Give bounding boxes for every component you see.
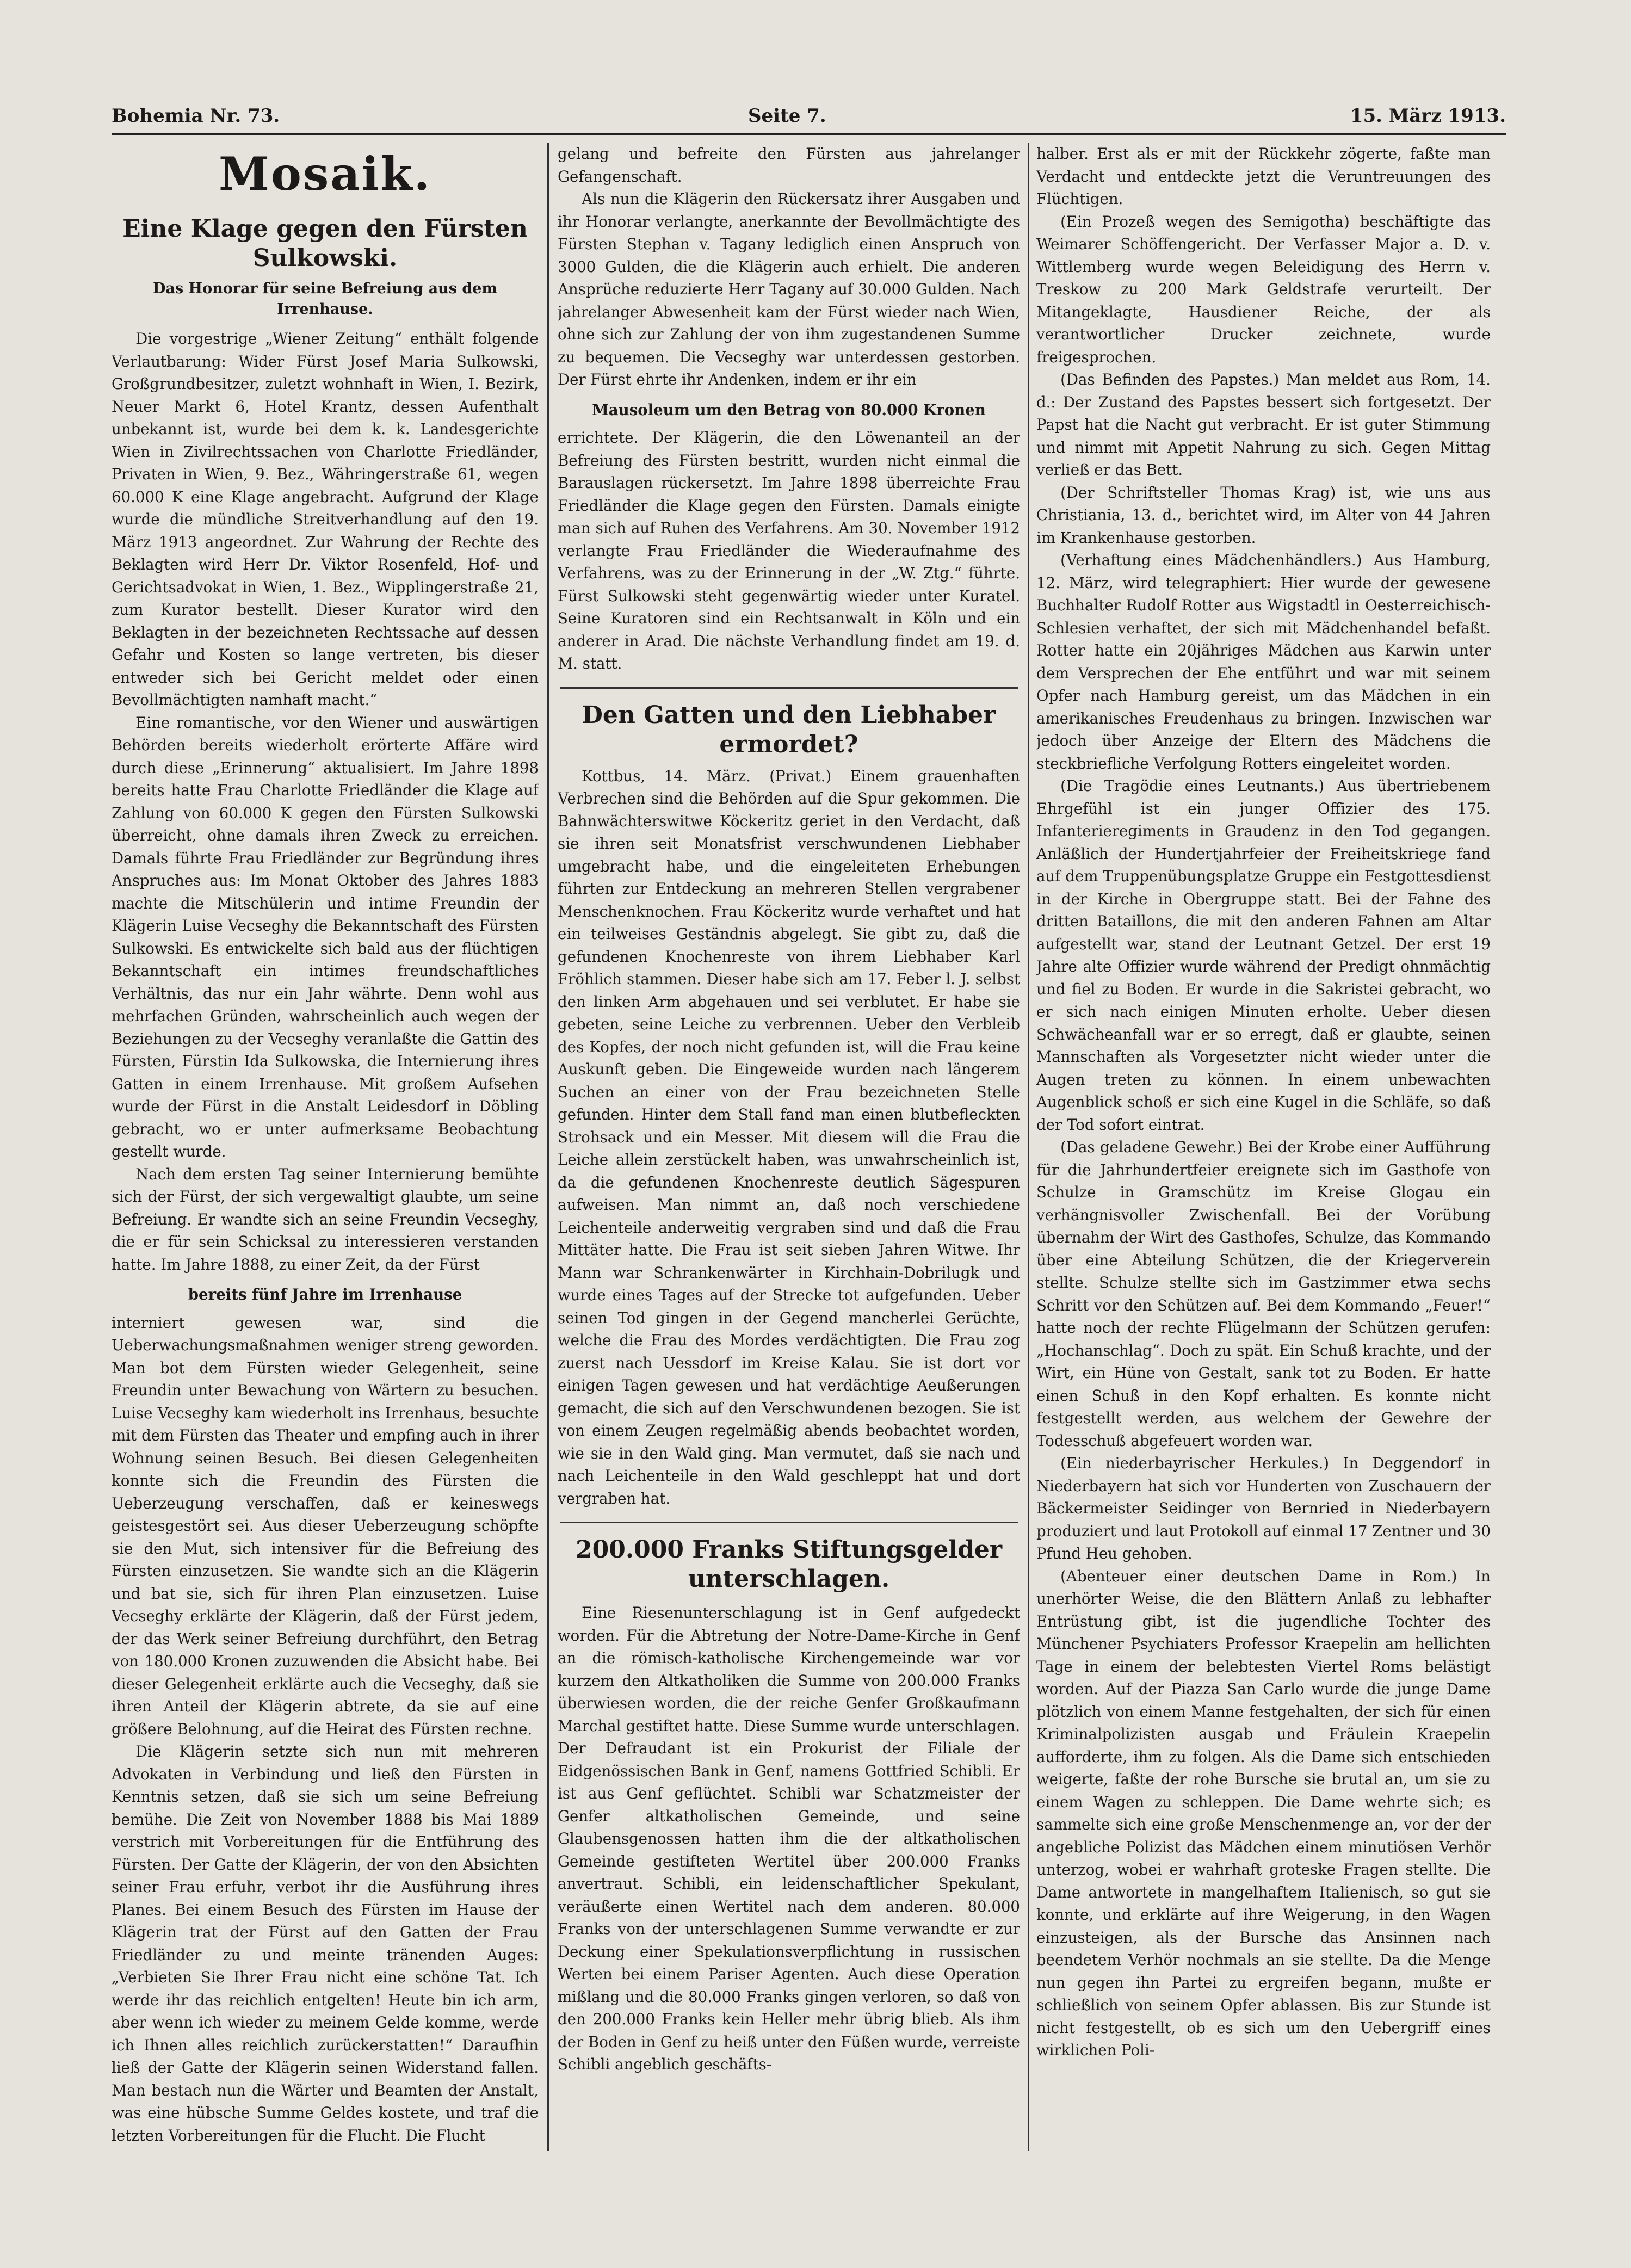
article-paragraph: gelang und befreite den Fürsten aus jahrelanger Gefangenschaft. [558, 145, 1020, 186]
header-page-number: Seite 7. [748, 105, 826, 127]
article-paragraph: Die Klägerin setzte sich nun mit mehreren Advokaten in Verbindung und ließ den Fürsten in Kenntnis setzen, daß sie sich um seine Befreiung bemühe. Die Zeit von November 1888 bis Mai 1889 verstrich mit Vorbereitungen für die Entführung des Fürsten. Der Gatte der Klägerin, der von den Absichten seiner Frau erfuhr, verbot ihr die Ausführung ihres Planes. Bei einem Besuch des Fürsten im Hause der Klägerin trat der Fürst auf den Gatten der Frau Friedländer zu und meinte tränenden Auges: „Verbieten Sie Ihrer Frau nicht eine schöne Tat. Ich werde ihr das reichlich entgelten! Heute bin ich arm, aber wenn ich wieder zu meinem Gelde komme, werde ich Ihnen alles reichlich zurückerstatten!“ Daraufhin ließ der Gatte der Klägerin seinen Widerstand fallen. Man bestach nun die Wärter und Beamten der Anstalt, was eine hübsche Summe Geldes kostete, und traf die letzten Vorbereitungen für die Flucht. Die Flucht [112, 1742, 539, 2145]
interheading: Mausoleum um den Betrag von 80.000 Kronen [592, 400, 986, 419]
header-date: 15. März 1913. [1350, 105, 1506, 127]
news-item: (Ein Prozeß wegen des Semigotha) beschäftigte das Weimarer Schöffengericht. Der Verfasser Major a. D. v. Wittlemberg wurde wegen Beleidigung des Herrn v. Treskow zu 200 Mark Geldstrafe verurteilt. Der Mitangeklagte, Hausdiener Reiche, der als verantwortlicher Drucker zeichnete, wurde freigesprochen. [1036, 212, 1491, 366]
news-item: (Das Befinden des Papstes.) Man meldet aus Rom, 14. d.: Der Zustand des Papstes bessert sich fortgesetzt. Der Papst hat die Nacht gut verbracht. Er ist guter Stimmung und nimmt mit Appetit Nahrung zu sich. Gegen Mittag verließ er das Bett. [1036, 370, 1491, 479]
article-paragraph: Die vorgestrige „Wiener Zeitung“ enthält folgende Verlautbarung: Wider Fürst Josef Maria Sulkowski, Großgrundbesitzer, zuletzt wohnhaft in Wien, I. Bezirk, Neuer Markt 6, Hotel Krantz, dessen Aufenthalt unbekannt ist, wurde bei dem k. k. Landesgerichte Wien in Zivilrechtssachen von Charlotte Friedländer, Privaten in Wien, 9. Bez., Währingerstraße 61, wegen 60.000 K eine Klage angebracht. Aufgrund der Klage wurde die mündliche Streitverhandlung auf den 19. März 1913 angeordnet. Zur Wahrung der Rechte des Beklagten wird Herr Dr. Viktor Rosenfeld, Hof- und Gerichtsadvokat in Wien, 1. Bez., Wipplingerstraße 21, zum Kurator bestellt. Dieser Kurator wird den Beklagten in der bezeichneten Rechtssache auf dessen Gefahr und Kosten so lange vertreten, bis dieser entweder sich bei Gericht meldet oder einen Bevollmächtigten namhaft macht.“ [112, 330, 539, 709]
column-3 [1036, 143, 1491, 2151]
article-paragraph: Eine romantische, vor den Wiener und auswärtigen Behörden bereits wiederholt erörterte Affäre wird durch diese „Erinnerung“ aktualisiert. Im Jahre 1898 bereits hatte Frau Charlotte Friedländer die Klage auf Zahlung von 60.000 K gegen den Fürsten Sulkowski überreicht, ohne damals ihren Zweck zu erreichen. Damals führte Frau Friedländer zur Begründung ihres Anspruches aus: Im Monat Oktober des Jahres 1883 machte die Mitschülerin und intime Freundin der Klägerin Luise Vecseghy die Bekanntschaft des Fürsten Sulkowski. Es entwickelte sich bald aus der flüchtigen Bekanntschaft ein intimes freundschaftliches Verhältnis, das nur ein Jahr währte. Denn wohl aus mehrfachen Gründen, wahrscheinlich auch wegen der Beziehungen zu der Vecseghy veranlaßte die Gattin des Fürsten, Fürstin Ida Sulkowska, die Internierung ihres Gatten in einem Irrenhause. Mit großem Aufsehen wurde der Fürst in die Anstalt Leidesdorf in Döbling gebracht, wo er unter aufmerksame Beobachtung gestellt wurde. [112, 713, 539, 1160]
article-paragraph: Als nun die Klägerin den Rückersatz ihrer Ausgaben und ihr Honorar verlangte, anerkannte der Bevollmächtigte des Fürsten Stephan v. Tagany lediglich einen Anspruch von 3000 Gulden, die die Klägerin auch erhielt. Die anderen Ansprüche reduzierte Herr Tagany auf 30.000 Gulden. Nach jahrelanger Abwesenheit kam der Fürst wieder nach Wien, ohne sich zur Zahlung der von ihm zugestandenen Summe zu bequemen. Die Vecseghy war unterdessen gestorben. Der Fürst ehrte ihr Andenken, indem er ihr ein [558, 190, 1020, 388]
article-paragraph: Eine Riesenunterschlagung ist in Genf aufgedeckt worden. Für die Abtretung der Notre-Dame-Kirche in Genf an die römisch-katholische Kirchengemeinde war vor kurzem den Altkatholiken die Summe von 200.000 Franks überwiesen worden, die der reiche Genfer Großkaufmann Marchal gestiftet hatte. Diese Summe wurde unterschlagen. Der Defraudant ist ein Prokurist der Filiale der Eidgenössischen Bank in Genf, namens Gottfried Schibli. Er ist aus Genf geflüchtet. Schibli war Schatzmeister der Genfer altkatholischen Gemeinde, und seine Glaubensgenossen hatten ihm die der altkatholischen Gemeinde gestifteten Wertitel über 200.000 Franks anvertraut. Schibli, ein leidenschaftlicher Spekulant, veräußerte einen Wertitel nach dem anderen. 80.000 Franks von der unterschlagenen Summe verwandte er zur Deckung einer Spekulationsverpflichtung in russischen Werten bei einem Pariser Agenten. Auch diese Operation mißlang und die 80.000 Franks gingen verloren, so daß von den 200.000 Franks kein Heller mehr übrig blieb. Als ihm der Boden in Genf zu heiß unter den Füßen wurde, verreiste Schibli angeblich geschäfts- [558, 1604, 1020, 2073]
article-subhead: Das Honorar für seine Befreiung aus dem Irrenhause. [153, 280, 497, 318]
article-separator [560, 1522, 1018, 1523]
column-1 [112, 143, 539, 2151]
section-title: Mosaik. [218, 147, 432, 201]
article-paragraph: Kottbus, 14. März. (Privat.) Einem grauenhaften Verbrechen sind die Behörden auf die Spur gekommen. Die Bahnwächterswitwe Köckeritz geriet in den Verdacht, daß sie ihren seit Monatsfrist verschwundenen Liebhaber umgebracht habe, und die eingeleiteten Erhebungen führten zur Entdeckung an mehreren Stellen vergrabener Menschenknochen. Frau Köckeritz wurde verhaftet und hat ein teilweises Geständnis abgelegt. Sie gibt zu, daß die gefundenen Knochenreste von ihrem Liebhaber Karl Fröhlich stammen. Dieser habe sich am 17. Feber l. J. selbst den linken Arm abgehauen und sei verblutet. Er habe sie gebeten, seine Leiche zu verbrennen. Ueber den Verbleib des Kopfes, der noch nicht gefunden ist, will die Frau keine Auskunft geben. Die Eingeweide wurden nach längerem Suchen an einer von der Frau bezeichneten Stelle gefunden. Hinter dem Stall fand man einen blutbefleckten Strohsack und ein Messer. Mit diesem will die Frau die Leiche allein zerstückelt haben, was unwahrscheinlich ist, da die gefundenen Knochenreste deutlich Sägespuren aufweisen. Man nimmt an, daß noch verschiedene Leichenteile anderweitig vergraben sind und daß die Frau Mittäter hatte. Die Frau ist seit sieben Jahren Witwe. Ihr Mann war Schrankenwärter in Kirchhain-Dobrilugk und wurde eines Tages auf der Strecke tot aufgefunden. Ueber seinen Tod gingen in der Gegend mancherlei Gerüchte, welche die Frau des Mordes verdächtigten. Die Frau zog zuerst nach Uessdorf im Kreise Kalau. Sie ist dort vor einigen Tagen gewesen und hat verdächtige Aeußerungen gemacht, die sich auf den Verschwundenen bezogen. Sie ist von einem Zeugen regelmäßig abends beobachtet worden, wie sie in den Wald ging. Man vermutet, daß sie nach und nach Leichenteile in den Wald geschleppt hat und dort vergraben hat. [558, 767, 1020, 1507]
article-paragraph: Nach dem ersten Tag seiner Internierung bemühte sich der Fürst, der sich vergewaltigt glaubte, um seine Befreiung. Er wandte sich an seine Freundin Vecseghy, die er für sein Schicksal zu interessieren verstanden hatte. Im Jahre 1888, zu einer Zeit, da der Fürst [112, 1165, 539, 1274]
article-paragraph: interniert gewesen war, sind die Ueberwachungsmaßnahmen weniger streng geworden. Man bot dem Fürsten wieder Gelegenheit, seine Freundin unter Bewachung von Wärtern zu besuchen. Luise Vecseghy kam wiederholt ins Irrenhaus, besuchte mit dem Fürsten das Theater und empfing auch in ihrer Wohnung seinen Besuch. Bei diesen Gelegenheiten konnte sich die Freundin des Fürsten die Ueberzeugung verschaffen, daß er keineswegs geistesgestört sei. Aus dieser Ueberzeugung schöpfte sie den Mut, sich intensiver für die Befreiung des Fürsten einzusetzen. Sie wandte sich an die Klägerin und bat sie, sich für ihren Plan einzusetzen. Luise Vecseghy erklärte der Klägerin, daß der Fürst jedem, der das Werk seiner Befreiung durchführt, den Betrag von 180.000 Kronen zuzuwenden die Absicht habe. Bei dieser Gelegenheit erklärte auch die Vecseghy, daß sie ihren Anteil der Klägerin abtrete, da sie auf eine größere Belohnung, auf die Heirat des Fürsten rechne. [112, 1313, 539, 1738]
interheading: bereits fünf Jahre im Irrenhause [188, 1286, 462, 1303]
header-publication: Bohemia Nr. 73. [112, 105, 280, 127]
news-item: (Verhaftung eines Mädchenhändlers.) Aus Hamburg, 12. März, wird telegraphiert: Hier wurde der gewesene Buchhalter Rudolf Rotter aus Wigstadtl in Oesterreichisch-Schlesien verhaftet, der sich mit Mädchenhandel befaßt. Rotter hatte ein 20jähriges Mädchen aus Karwin unter dem Versprechen der Ehe entführt und war mit seinem Opfer nach Hamburg gereist, um das Mädchen in ein amerikanisches Freudenhaus zu bringen. Inzwischen war jedoch über Anzeige der Eltern des Mädchens die steckbriefliche Verfolgung Rotters eingeleitet worden. [1036, 551, 1491, 773]
page-header [112, 101, 1506, 135]
news-item: (Ein niederbayrischer Herkules.) In Deggendorf in Niederbayern hat sich vor Hunderten von Zuschauern der Bäckermeister Seidinger von Bernried in Niederbayern produziert und laut Protokoll auf einmal 17 Zentner und 30 Pfund Heu gehoben. [1036, 1454, 1491, 1562]
article-headline: Eine Klage gegen den Fürsten Sulkowski. [122, 215, 528, 272]
article-paragraph: errichtete. Der Klägerin, die den Löwenanteil an der Befreiung des Fürsten bestritt, wurden nicht einmal die Barauslagen rückersetzt. Im Jahre 1898 überreichte Frau Friedländer die Klage gegen den Fürsten. Damals einigte man sich auf Ruhen des Verfahrens. Am 30. November 1912 verlangte Frau Friedländer die Wiederaufnahme des Verfahrens, was zu der Erinnerung in der „W. Ztg.“ führte. Fürst Sulkowski steht gegenwärtig wieder unter Kuratel. Seine Kuratoren sind ein Rechtsanwalt in Köln und ein anderer in Arad. Die nächste Verhandlung findet am 19. d. M. statt. [558, 429, 1020, 672]
news-item: (Abenteuer einer deutschen Dame in Rom.) In unerhörter Weise, die den Blättern Anlaß zu lebhafter Entrüstung gibt, ist die jugendliche Tochter des Münchener Psychiaters Professor Kraepelin am hellichten Tage in einem der belebtesten Viertel Roms belästigt worden. Auf der Piazza San Carlo wurde die junge Dame plötzlich von einem Manne festgehalten, der sich für einen Kriminalpolizisten ausgab und Fräulein Kraepelin aufforderte, ihm zu folgen. Als die Dame sich entschieden weigerte, faßte der rohe Bursche sie brutal an, um sie zu einem Wagen zu schleppen. Die Dame wehrte sich; es sammelte sich eine große Menschenmenge an, vor der der angebliche Polizist das Mädchen einem minutiösen Verhör unterzog, wobei er wahrhaft groteske Fragen stellte. Die Dame antwortete in mangelhaftem Italienisch, so gut sie konnte, und erklärte auf ihre Weigerung, in den Wagen einzusteigen, als der Bursche das Ansinnen nach beendetem Verhör nochmals an sie stellte. Da die Menge nun gegen ihn Partei zu ergreifen begann, mußte er schließlich von seinem Opfer ablassen. Bis zur Stunde ist nicht festgestellt, ob es sich um den Uebergriff eines wirklichen Poli- [1036, 1567, 1491, 2059]
column-2 [558, 143, 1020, 2151]
news-item: (Die Tragödie eines Leutnants.) Aus übertriebenem Ehrgefühl ist ein junger Offizier des 175. Infanterieregiments in Graudenz in den Tod gegangen. Anläßlich der Hundertjahrfeier der Freiheitskriege fand auf dem Truppenübungsplatze Gruppe ein Festgottesdienst in der Kirche in Obergruppe statt. Bei der Fahne des dritten Bataillons, die mit den anderen Fahnen am Altar aufgestellt war, stand der Leutnant Getzel. Der erst 19 Jahre alte Offizier wurde während der Predigt ohnmächtig und fiel zu Boden. Er wurde in die Sakristei gebracht, wo er sich nach einigen Minuten erholte. Ueber diesen Schwächeanfall war er so erregt, daß er glaubte, seinen Mannschaften als Vorgesetzter nicht wieder unter die Augen treten zu können. In einem unbewachten Augenblick schoß er sich eine Kugel in die Schläfe, so daß der Tod sofort eintrat. [1036, 777, 1491, 1134]
column-rule [547, 143, 549, 2151]
column-rule [1028, 143, 1029, 2151]
news-item: (Der Schriftsteller Thomas Krag) ist, wie uns aus Christiania, 13. d., berichtet wird, im Alter von 44 Jahren im Krankenhause gestorben. [1036, 483, 1491, 547]
news-item: (Das geladene Gewehr.) Bei der Krobe einer Aufführung für die Jahrhundertfeier ereignete sich im Gasthofe von Schulze in Gramschütz im Kreise Glogau ein verhängnisvoller Zwischenfall. Bei der Vorübung übernahm der Wirt des Gasthofes, Schulze, das Kommando über eine Abteilung Schützen, die der Kriegerverein stellte. Schulze stellte sich im Gastzimmer etwa sechs Schritt vor den Schützen auf. Bei dem Kommando „Feuer!“ hatte noch der rechte Flügelmann der Schützen gerufen: „Hochanschlag“. Doch zu spät. Ein Schuß krachte, und der Wirt, ein Hüne von Gestalt, sank tot zu Boden. Er hatte einen Schuß in den Kopf erhalten. Es konnte nicht festgestellt werden, aus welchem der Gewehre der Todesschuß abgefeuert worden war. [1036, 1138, 1491, 1450]
article-paragraph: halber. Erst als er mit der Rückkehr zögerte, faßte man Verdacht und entdeckte jetzt die Veruntreuungen des Flüchtigen. [1036, 145, 1491, 208]
article-headline: 200.000 Franks Stiftungsgelder unterschlagen. [575, 1536, 1003, 1593]
article-separator [560, 687, 1018, 689]
article-headline: Den Gatten und den Liebhaber ermordet? [582, 701, 996, 758]
